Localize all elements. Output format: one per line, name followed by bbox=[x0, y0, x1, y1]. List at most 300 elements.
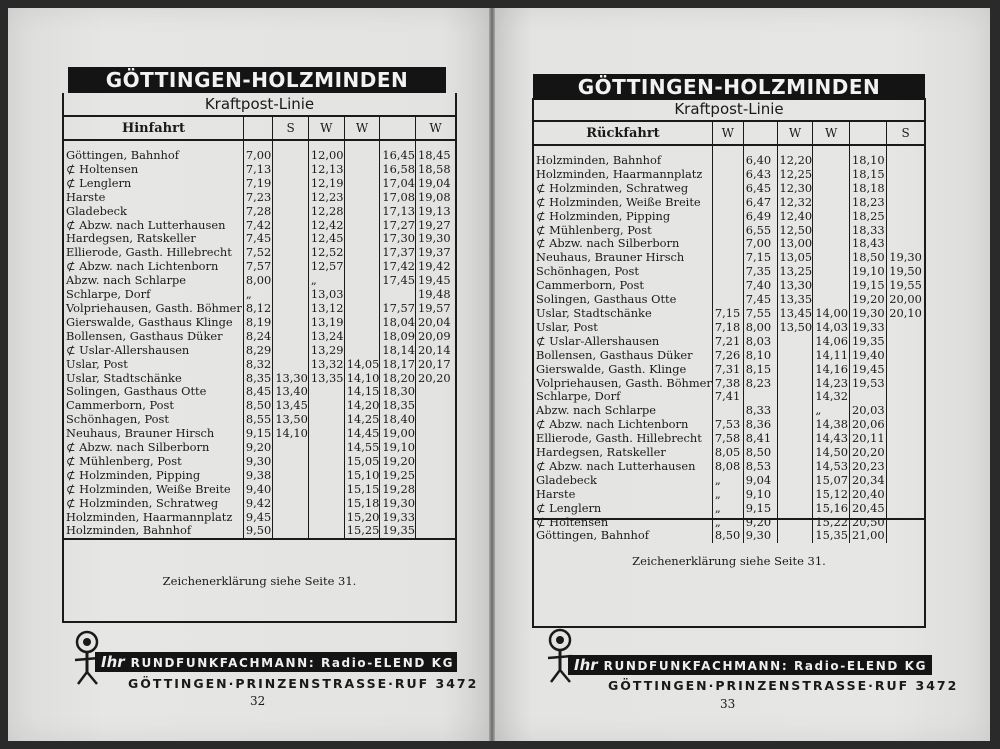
departure-time bbox=[344, 163, 380, 177]
departure-time: 7,26 bbox=[712, 349, 743, 363]
timetable-row bbox=[534, 251, 924, 265]
departure-time: 20,06 bbox=[850, 418, 887, 432]
departure-time bbox=[887, 196, 924, 210]
departure-time: 7,58 bbox=[712, 432, 743, 446]
departure-time bbox=[887, 432, 924, 446]
stop-name: ⊄ Holtensen bbox=[66, 161, 139, 176]
timetable-row bbox=[64, 483, 455, 497]
departure-time: 15,25 bbox=[344, 524, 380, 538]
departure-time: 18,14 bbox=[380, 344, 416, 358]
departure-time: 19,30 bbox=[415, 232, 455, 246]
departure-time bbox=[308, 399, 344, 413]
departure-time bbox=[712, 404, 743, 418]
departure-time bbox=[308, 455, 344, 469]
departure-time: „ bbox=[712, 502, 743, 516]
timetable-row bbox=[64, 246, 455, 260]
departure-time: 14,43 bbox=[813, 432, 850, 446]
departure-time bbox=[712, 168, 743, 182]
departure-time: 19,20 bbox=[380, 455, 416, 469]
departure-time: 16,45 bbox=[380, 140, 416, 163]
departure-time: „ bbox=[712, 474, 743, 488]
stop-name: ⊄ Holzminden, Weiße Breite bbox=[536, 194, 701, 209]
departure-time: „ bbox=[308, 274, 344, 288]
departure-time: 19,04 bbox=[415, 177, 455, 191]
departure-time bbox=[777, 488, 813, 502]
service-day-header: W bbox=[777, 121, 813, 145]
departure-time bbox=[273, 483, 309, 497]
departure-time: 7,19 bbox=[243, 177, 272, 191]
departure-time bbox=[415, 483, 455, 497]
departure-time: 9,15 bbox=[743, 502, 777, 516]
departure-time: 20,50 bbox=[850, 516, 887, 530]
departure-time: 8,35 bbox=[243, 372, 272, 386]
departure-time bbox=[415, 413, 455, 427]
timetable-row bbox=[534, 224, 924, 238]
departure-time bbox=[712, 182, 743, 196]
timetable-row bbox=[534, 237, 924, 251]
departure-time: 9,45 bbox=[243, 511, 272, 525]
departure-time bbox=[273, 316, 309, 330]
departure-time: 15,10 bbox=[344, 469, 380, 483]
ad-address-left: GÖTTINGEN·PRINZENSTRASSE·RUF 3472 bbox=[128, 676, 479, 691]
departure-time: 13,50 bbox=[273, 413, 309, 427]
departure-time bbox=[308, 469, 344, 483]
page-number-right: 33 bbox=[720, 697, 736, 711]
departure-time: 12,32 bbox=[777, 196, 813, 210]
timetable-row bbox=[64, 413, 455, 427]
departure-time: 13,50 bbox=[777, 321, 813, 335]
departure-time: 6,45 bbox=[743, 182, 777, 196]
timetable-row bbox=[64, 469, 455, 483]
departure-time: 19,45 bbox=[415, 274, 455, 288]
departure-time: 19,33 bbox=[380, 511, 416, 525]
departure-time: 13,45 bbox=[777, 307, 813, 321]
direction-header: Rückfahrt bbox=[534, 121, 712, 145]
departure-time: 12,57 bbox=[308, 260, 344, 274]
departure-time: 13,30 bbox=[273, 372, 309, 386]
departure-time: 6,43 bbox=[743, 168, 777, 182]
departure-time: 19,10 bbox=[850, 265, 887, 279]
departure-time: „ bbox=[712, 516, 743, 530]
timetable-row bbox=[64, 497, 455, 511]
departure-time bbox=[273, 191, 309, 205]
departure-time bbox=[273, 441, 309, 455]
departure-time: 19,15 bbox=[850, 279, 887, 293]
timetable-right bbox=[534, 120, 924, 543]
service-day-header: S bbox=[887, 121, 924, 145]
departure-time bbox=[273, 330, 309, 344]
departure-time bbox=[273, 455, 309, 469]
stop-name: Volpriehausen, Gasth. Böhmer bbox=[66, 300, 242, 315]
departure-time bbox=[887, 502, 924, 516]
departure-time: 16,58 bbox=[380, 163, 416, 177]
departure-time bbox=[850, 390, 887, 404]
departure-time bbox=[777, 349, 813, 363]
departure-time bbox=[415, 385, 455, 399]
departure-time bbox=[344, 302, 380, 316]
departure-time: 9,15 bbox=[243, 427, 272, 441]
timetable-box-left bbox=[62, 93, 457, 623]
departure-time: 19,30 bbox=[850, 307, 887, 321]
departure-time: 19,48 bbox=[415, 288, 455, 302]
timetable-row bbox=[64, 441, 455, 455]
departure-time bbox=[273, 511, 309, 525]
departure-time: 18,17 bbox=[380, 358, 416, 372]
timetable-row bbox=[534, 432, 924, 446]
departure-time: 9,30 bbox=[743, 529, 777, 543]
departure-time: 17,37 bbox=[380, 246, 416, 260]
departure-time: 20,04 bbox=[415, 316, 455, 330]
departure-time bbox=[273, 524, 309, 538]
departure-time: 12,13 bbox=[308, 163, 344, 177]
departure-time bbox=[813, 251, 850, 265]
service-day-header: W bbox=[415, 116, 455, 140]
departure-time: 13,40 bbox=[273, 385, 309, 399]
departure-time: 9,40 bbox=[243, 483, 272, 497]
departure-time: 13,25 bbox=[777, 265, 813, 279]
departure-time bbox=[344, 344, 380, 358]
departure-time bbox=[308, 524, 344, 538]
legend-note-right: Zeichenerklärung siehe Seite 31. bbox=[534, 518, 924, 654]
departure-time bbox=[344, 232, 380, 246]
departure-time: 18,25 bbox=[850, 210, 887, 224]
departure-time bbox=[380, 288, 416, 302]
line-subtitle-left: Kraftpost-Linie bbox=[204, 95, 315, 113]
stop-name: Schlarpe, Dorf bbox=[536, 389, 621, 404]
departure-time bbox=[344, 205, 380, 219]
ad-brand-left: Ihr bbox=[101, 653, 125, 671]
stop-name: Hardegsen, Ratskeller bbox=[536, 445, 666, 460]
departure-time bbox=[273, 246, 309, 260]
departure-time: 8,19 bbox=[243, 316, 272, 330]
stop-name: Schlarpe, Dorf bbox=[66, 287, 151, 302]
departure-time: 19,42 bbox=[415, 260, 455, 274]
departure-time bbox=[887, 145, 924, 168]
timetable-row bbox=[64, 399, 455, 413]
departure-time: 20,00 bbox=[887, 293, 924, 307]
stop-name: Bollensen, Gasthaus Düker bbox=[66, 328, 223, 343]
departure-time: 6,40 bbox=[743, 145, 777, 168]
stop-name: ⊄ Abzw. nach Lichtenborn bbox=[536, 417, 689, 432]
departure-time: 7,53 bbox=[712, 418, 743, 432]
timetable-row bbox=[534, 404, 924, 418]
departure-time: 8,53 bbox=[743, 460, 777, 474]
legend-note-left: Zeichenerklärung siehe Seite 31. bbox=[64, 538, 455, 654]
departure-time bbox=[415, 427, 455, 441]
departure-time: 7,31 bbox=[712, 363, 743, 377]
stop-name: Ellierode, Gasth. Hillebrecht bbox=[536, 431, 702, 446]
service-day-header bbox=[743, 121, 777, 145]
departure-time: 17,42 bbox=[380, 260, 416, 274]
departure-time: 19,00 bbox=[380, 427, 416, 441]
departure-time bbox=[712, 279, 743, 293]
departure-time: 12,20 bbox=[777, 145, 813, 168]
departure-time: 7,57 bbox=[243, 260, 272, 274]
departure-time: 8,10 bbox=[743, 349, 777, 363]
departure-time bbox=[712, 237, 743, 251]
timetable-row bbox=[64, 191, 455, 205]
departure-time: 15,22 bbox=[813, 516, 850, 530]
departure-time bbox=[273, 302, 309, 316]
departure-time: 14,00 bbox=[813, 307, 850, 321]
departure-time: 18,45 bbox=[415, 140, 455, 163]
departure-time: „ bbox=[712, 488, 743, 502]
departure-time: 19,50 bbox=[887, 265, 924, 279]
stop-name: Gladebeck bbox=[66, 203, 127, 218]
departure-time bbox=[887, 474, 924, 488]
departure-time: 19,10 bbox=[380, 441, 416, 455]
departure-time: 7,42 bbox=[243, 219, 272, 233]
stop-name: ⊄ Mühlenberg, Post bbox=[536, 222, 652, 237]
route-banner-right: GÖTTINGEN-HOLZMINDEN bbox=[533, 74, 925, 100]
timetable-row bbox=[534, 279, 924, 293]
departure-time: 14,15 bbox=[344, 385, 380, 399]
departure-time: 8,32 bbox=[243, 358, 272, 372]
departure-time: 8,00 bbox=[743, 321, 777, 335]
stop-name: Göttingen, Bahnhof bbox=[66, 148, 179, 162]
stop-name: Abzw. nach Schlarpe bbox=[66, 273, 187, 288]
departure-time bbox=[813, 279, 850, 293]
departure-time: 8,15 bbox=[743, 363, 777, 377]
departure-time: 7,13 bbox=[243, 163, 272, 177]
departure-time: 7,15 bbox=[743, 251, 777, 265]
stop-name: ⊄ Mühlenberg, Post bbox=[66, 453, 182, 468]
departure-time: 13,00 bbox=[777, 237, 813, 251]
timetable-row bbox=[534, 293, 924, 307]
departure-time bbox=[777, 404, 813, 418]
timetable-row bbox=[534, 182, 924, 196]
departure-time: 14,05 bbox=[344, 358, 380, 372]
departure-time: 18,35 bbox=[380, 399, 416, 413]
departure-time bbox=[887, 321, 924, 335]
ad-banner-left bbox=[95, 652, 457, 672]
departure-time: 13,19 bbox=[308, 316, 344, 330]
departure-time: 9,20 bbox=[743, 516, 777, 530]
departure-time bbox=[308, 427, 344, 441]
route-banner-left: GÖTTINGEN-HOLZMINDEN bbox=[68, 67, 446, 93]
departure-time: 14,10 bbox=[344, 372, 380, 386]
departure-time: 13,35 bbox=[777, 293, 813, 307]
departure-time: 19,57 bbox=[415, 302, 455, 316]
timetable-row bbox=[534, 145, 924, 168]
departure-time bbox=[777, 446, 813, 460]
service-day-header: W bbox=[308, 116, 344, 140]
timetable-row bbox=[534, 474, 924, 488]
ad-banner-right bbox=[568, 655, 932, 675]
departure-time: 14,53 bbox=[813, 460, 850, 474]
departure-time: 8,29 bbox=[243, 344, 272, 358]
timetable-row bbox=[64, 219, 455, 233]
departure-time bbox=[777, 363, 813, 377]
departure-time: 8,12 bbox=[243, 302, 272, 316]
departure-time: 15,20 bbox=[344, 511, 380, 525]
ad-brand-right: Ihr bbox=[574, 656, 598, 674]
timetable-row bbox=[534, 488, 924, 502]
timetable-row bbox=[64, 316, 455, 330]
timetable-row bbox=[534, 335, 924, 349]
departure-time bbox=[712, 210, 743, 224]
ad-text-left: RUNDFUNKFACHMANN: Radio-ELEND KG bbox=[130, 656, 455, 670]
departure-time: 19,35 bbox=[850, 335, 887, 349]
stop-name: Uslar, Post bbox=[536, 319, 598, 334]
departure-time: 18,04 bbox=[380, 316, 416, 330]
stop-name: Harste bbox=[536, 486, 576, 501]
departure-time: 18,50 bbox=[850, 251, 887, 265]
departure-time: 12,23 bbox=[308, 191, 344, 205]
departure-time bbox=[712, 293, 743, 307]
departure-time bbox=[273, 177, 309, 191]
departure-time bbox=[712, 265, 743, 279]
departure-time bbox=[308, 413, 344, 427]
timetable-row bbox=[64, 288, 455, 302]
stop-name: Gierswalde, Gasthaus Klinge bbox=[66, 314, 233, 329]
timetable-left bbox=[64, 115, 455, 538]
departure-time: „ bbox=[813, 404, 850, 418]
departure-time bbox=[813, 210, 850, 224]
departure-time: 12,30 bbox=[777, 182, 813, 196]
stop-name: ⊄ Abzw. nach Silberborn bbox=[536, 236, 680, 251]
departure-time: 18,15 bbox=[850, 168, 887, 182]
departure-time: 13,32 bbox=[308, 358, 344, 372]
departure-time: 20,34 bbox=[850, 474, 887, 488]
stop-name: Gladebeck bbox=[536, 472, 597, 487]
departure-time: 20,17 bbox=[415, 358, 455, 372]
stop-name: Cammerborn, Post bbox=[66, 398, 174, 413]
ad-text-right: RUNDFUNKFACHMANN: Radio-ELEND KG bbox=[603, 659, 928, 673]
departure-time: 14,55 bbox=[344, 441, 380, 455]
departure-time: 18,09 bbox=[380, 330, 416, 344]
departure-time bbox=[777, 432, 813, 446]
departure-time: 19,30 bbox=[380, 497, 416, 511]
timetable-row bbox=[64, 302, 455, 316]
stop-name: Holzminden, Haarmannplatz bbox=[66, 509, 233, 524]
departure-time bbox=[777, 418, 813, 432]
stop-name: Schönhagen, Post bbox=[66, 412, 169, 427]
departure-time: 15,16 bbox=[813, 502, 850, 516]
departure-time bbox=[415, 511, 455, 525]
departure-time bbox=[887, 237, 924, 251]
timetable-row bbox=[534, 168, 924, 182]
stop-name: Hardegsen, Ratskeller bbox=[66, 231, 196, 246]
direction-header: Hinfahrt bbox=[64, 116, 243, 140]
departure-time: 15,07 bbox=[813, 474, 850, 488]
departure-time bbox=[887, 418, 924, 432]
departure-time: 12,40 bbox=[777, 210, 813, 224]
departure-time: 8,50 bbox=[712, 529, 743, 543]
departure-time: 7,18 bbox=[712, 321, 743, 335]
departure-time: 17,04 bbox=[380, 177, 416, 191]
timetable-box-right bbox=[532, 98, 926, 628]
departure-time bbox=[712, 145, 743, 168]
departure-time: 9,10 bbox=[743, 488, 777, 502]
departure-time bbox=[273, 469, 309, 483]
departure-time: 7,21 bbox=[712, 335, 743, 349]
stop-name: Cammerborn, Post bbox=[536, 278, 644, 293]
departure-time: 19,53 bbox=[850, 377, 887, 391]
service-day-header: W bbox=[813, 121, 850, 145]
departure-time bbox=[273, 288, 309, 302]
service-day-header: W bbox=[712, 121, 743, 145]
timetable-row bbox=[64, 260, 455, 274]
timetable-row bbox=[64, 524, 455, 538]
departure-time bbox=[887, 349, 924, 363]
departure-time: 18,20 bbox=[380, 372, 416, 386]
departure-time: 17,13 bbox=[380, 205, 416, 219]
departure-time: 12,25 bbox=[777, 168, 813, 182]
timetable-row bbox=[534, 210, 924, 224]
departure-time bbox=[887, 377, 924, 391]
departure-time: 17,45 bbox=[380, 274, 416, 288]
timetable-row bbox=[64, 344, 455, 358]
departure-time: 20,20 bbox=[850, 446, 887, 460]
departure-time bbox=[887, 404, 924, 418]
timetable-row bbox=[64, 385, 455, 399]
timetable-row bbox=[534, 446, 924, 460]
departure-time: 12,19 bbox=[308, 177, 344, 191]
stop-name: ⊄ Abzw. nach Lichtenborn bbox=[66, 259, 219, 274]
departure-time bbox=[308, 385, 344, 399]
stop-name: ⊄ Holzminden, Pipping bbox=[66, 467, 201, 482]
stop-name: Holzminden, Bahnhof bbox=[66, 523, 192, 538]
departure-time: 18,43 bbox=[850, 237, 887, 251]
departure-time bbox=[344, 330, 380, 344]
departure-time: 7,45 bbox=[743, 293, 777, 307]
stop-name: ⊄ Holzminden, Schratweg bbox=[536, 180, 689, 195]
timetable-row bbox=[534, 349, 924, 363]
stop-name: Gierswalde, Gasth. Klinge bbox=[536, 361, 687, 376]
departure-time: 19,35 bbox=[380, 524, 416, 538]
service-day-header bbox=[380, 116, 416, 140]
departure-time: „ bbox=[243, 288, 272, 302]
departure-time: 18,30 bbox=[380, 385, 416, 399]
departure-time: 14,11 bbox=[813, 349, 850, 363]
departure-time bbox=[777, 502, 813, 516]
stop-name: ⊄ Holzminden, Schratweg bbox=[66, 495, 219, 510]
timetable-row bbox=[64, 358, 455, 372]
departure-time bbox=[813, 224, 850, 238]
timetable-row bbox=[534, 377, 924, 391]
timetable-row bbox=[534, 307, 924, 321]
departure-time bbox=[344, 177, 380, 191]
departure-time bbox=[712, 251, 743, 265]
stop-name: Uslar, Stadtschänke bbox=[536, 305, 652, 320]
timetable-row bbox=[534, 265, 924, 279]
departure-time: 14,03 bbox=[813, 321, 850, 335]
departure-time bbox=[813, 182, 850, 196]
stop-name: Solingen, Gasthaus Otte bbox=[536, 292, 677, 307]
departure-time: 17,27 bbox=[380, 219, 416, 233]
stop-name: ⊄ Uslar-Allershausen bbox=[536, 333, 660, 348]
departure-time: 18,18 bbox=[850, 182, 887, 196]
departure-time: 8,00 bbox=[243, 274, 272, 288]
departure-time bbox=[273, 274, 309, 288]
timetable-row bbox=[64, 205, 455, 219]
departure-time: 18,10 bbox=[850, 145, 887, 168]
stop-name: Neuhaus, Brauner Hirsch bbox=[536, 250, 685, 265]
departure-time: 7,00 bbox=[243, 140, 272, 163]
departure-time: 19,33 bbox=[850, 321, 887, 335]
departure-time bbox=[273, 219, 309, 233]
departure-time: 19,40 bbox=[850, 349, 887, 363]
departure-time: 8,24 bbox=[243, 330, 272, 344]
stop-name: ⊄ Lenglern bbox=[66, 175, 132, 190]
departure-time bbox=[273, 163, 309, 177]
departure-time: 19,28 bbox=[380, 483, 416, 497]
departure-time: 7,28 bbox=[243, 205, 272, 219]
stop-name: Schönhagen, Post bbox=[536, 264, 639, 279]
stop-name: ⊄ Holzminden, Weiße Breite bbox=[66, 481, 231, 496]
departure-time: 15,15 bbox=[344, 483, 380, 497]
